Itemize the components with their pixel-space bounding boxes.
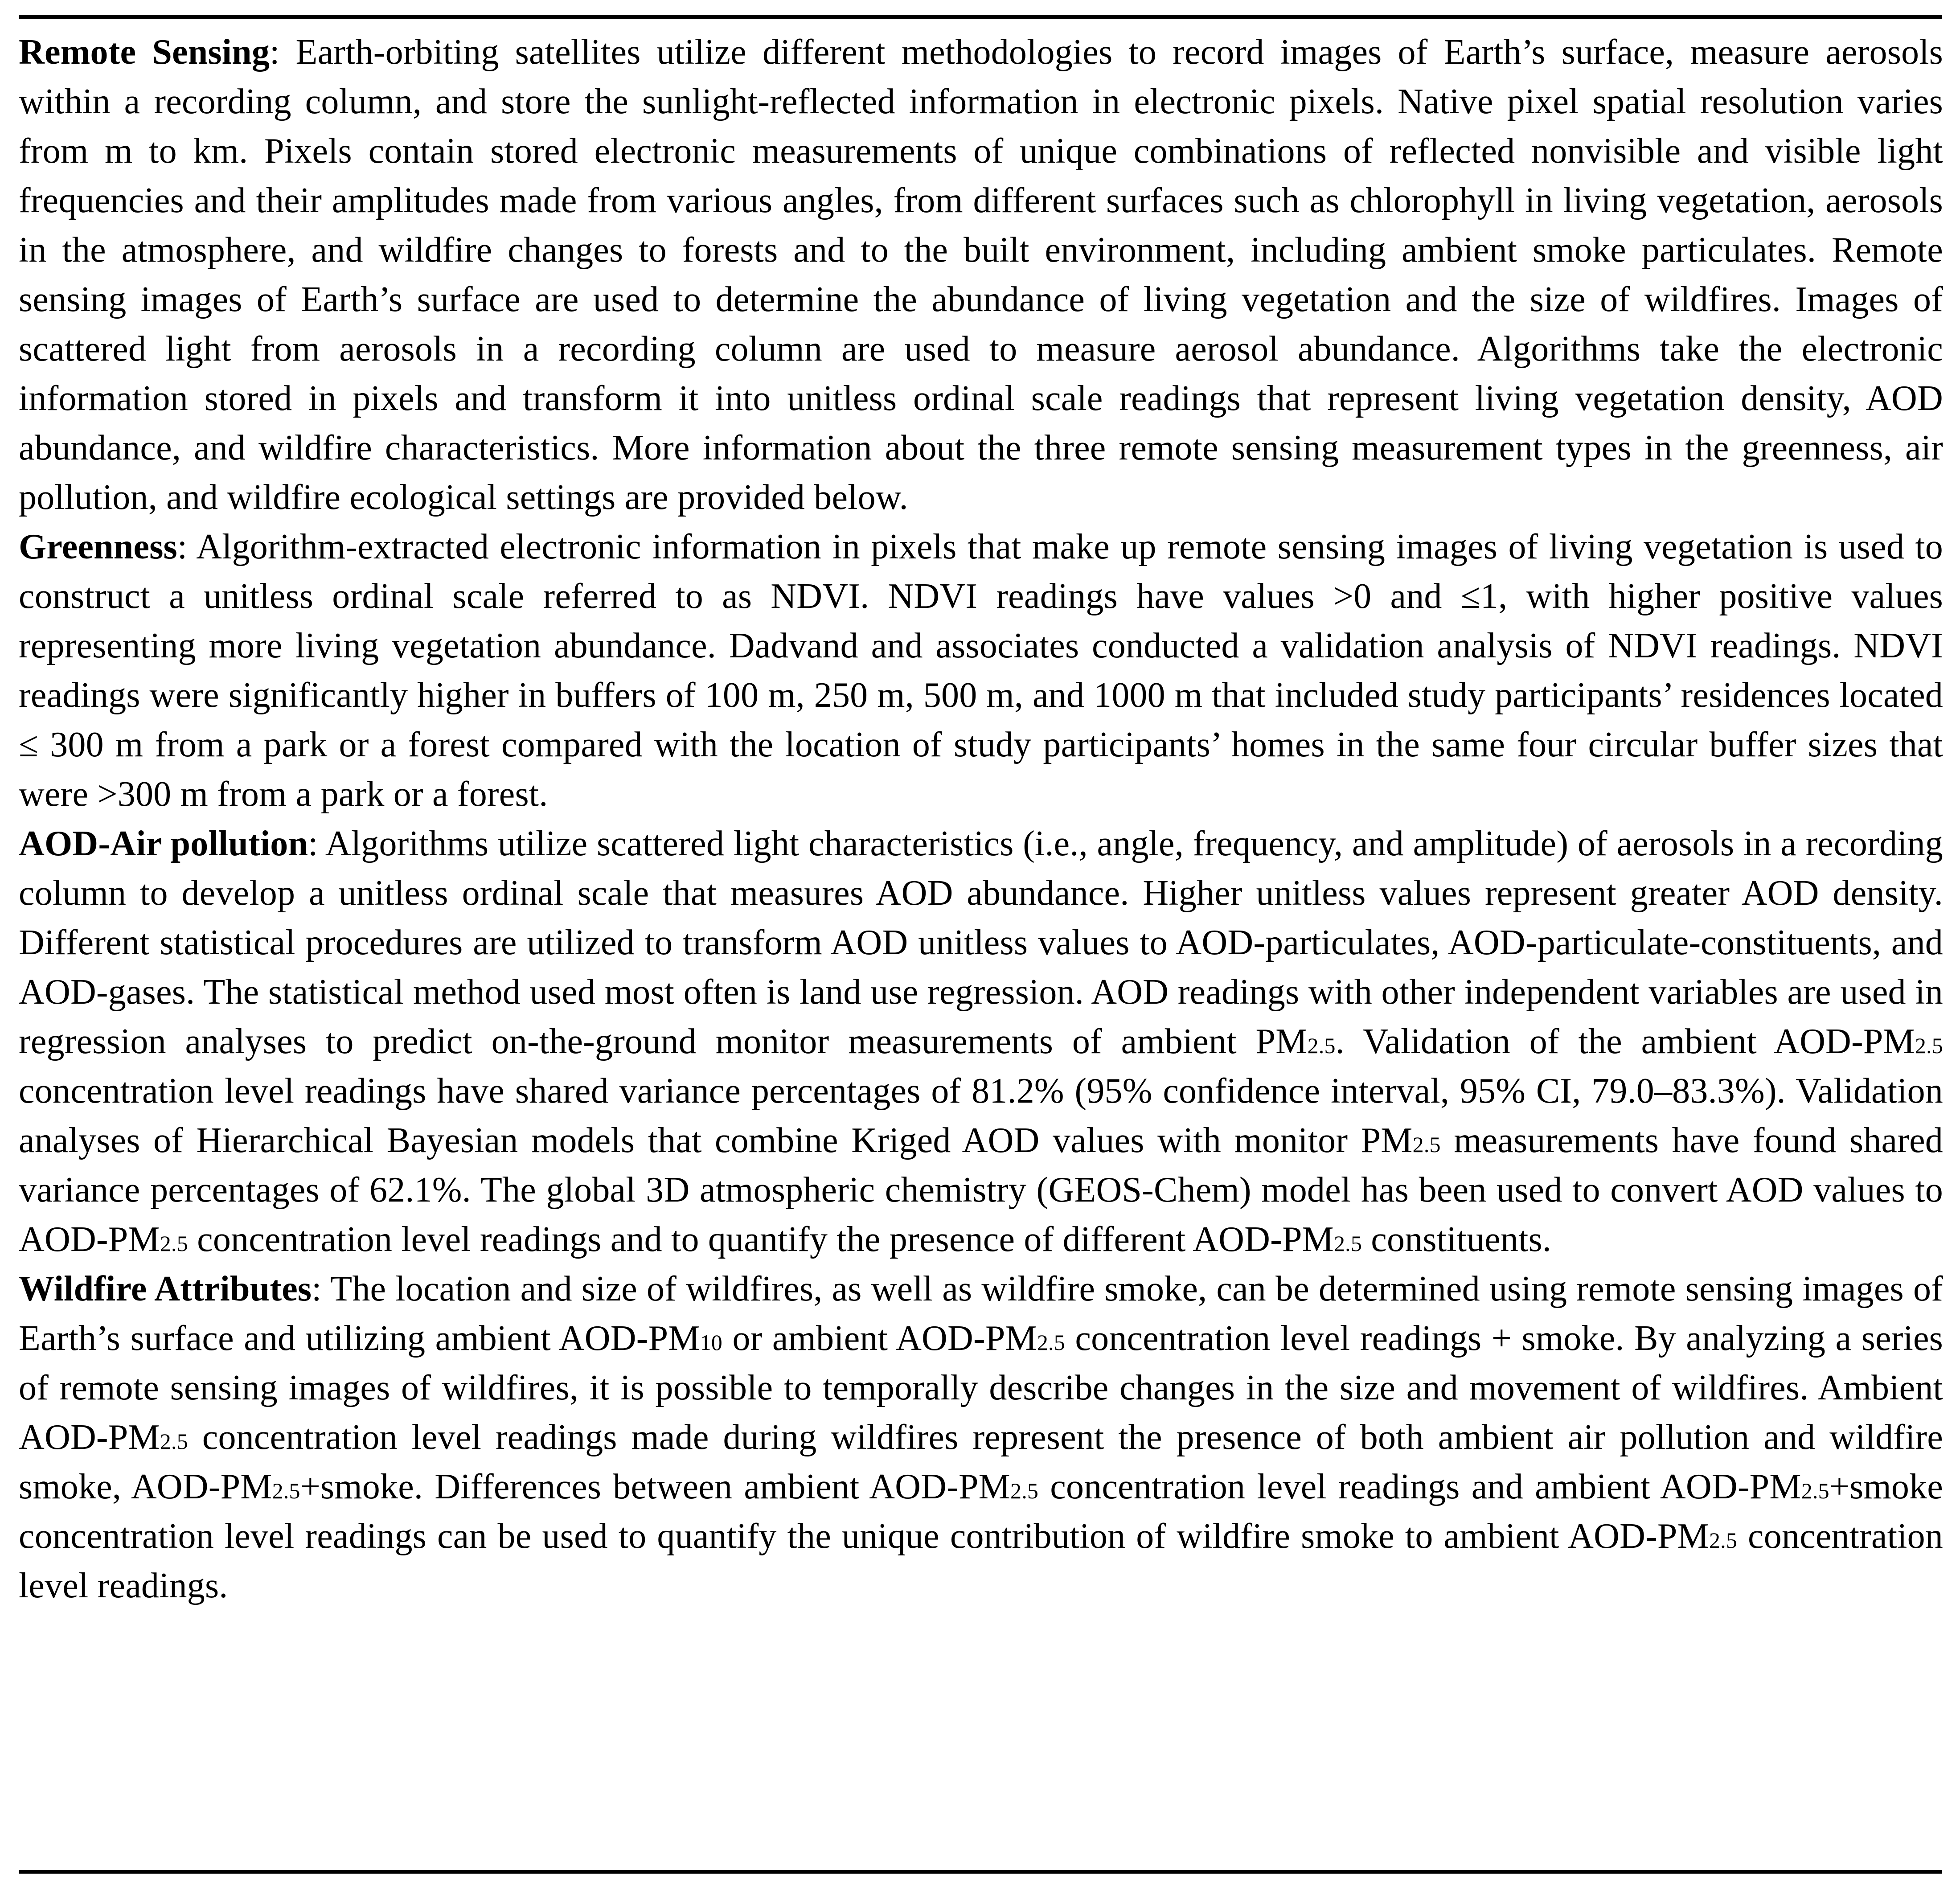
paragraph-wildfire-attributes: [19, 1264, 1943, 1611]
top-rule: [19, 15, 1942, 19]
subscript: 2.5: [1037, 1330, 1065, 1355]
subscript: 2.5: [160, 1429, 188, 1454]
subscript: 2.5: [1709, 1528, 1738, 1553]
text-run: +smoke. Differences between ambient AOD-PM: [300, 1467, 1010, 1506]
paragraph-body: [19, 527, 1943, 814]
text-run: : The location and size of wildfires, as well as wildfire smoke, can be determined using remote sensing images of Earth’s surface and utilizing ambient AOD-PM: [19, 1269, 1943, 1358]
text-run: concentration level readings.: [19, 1517, 1943, 1605]
subscript: 2.5: [1010, 1478, 1039, 1503]
paragraph-body: [19, 824, 1943, 1259]
paragraph-greenness: [19, 522, 1943, 819]
subscript: 2.5: [1412, 1132, 1441, 1157]
heading-aod-air-pollution: AOD-Air pollution: [19, 824, 308, 863]
subscript: 2.5: [1307, 1033, 1336, 1058]
paragraph-aod-air-pollution: [19, 819, 1943, 1264]
box-content: [19, 28, 1943, 1611]
paragraph-remote-sensing: [19, 28, 1943, 522]
text-run: : Algorithms utilize scattered light characteristics (i.e., angle, frequency, and amplitude) of aerosols in a recording column to develop a unitless ordinal scale that measures AOD abundance. Higher unitless values represent greater AOD density. Different statistical procedures are utilized to transform AOD unitless values to AOD-particulates, AOD-particulate-constituents, and AOD-gases. The statistical method used most often is land use regression. AOD readings with other independent variables are used in regression analyses to predict on-the-ground monitor measurements of ambient PM: [19, 824, 1943, 1061]
text-run: measurements have found shared variance percentages of 62.1%. The global 3D atmospheric chemistry (GEOS-Chem) model has been used to convert AOD values to AOD-PM: [19, 1121, 1943, 1259]
bottom-rule: [19, 1870, 1942, 1874]
subscript: 10: [700, 1330, 722, 1355]
heading-greenness: Greenness: [19, 527, 177, 566]
paragraph-body: [19, 33, 1943, 517]
text-run: concentration level readings + smoke. By analyzing a series of remote sensing images of wildfires, it is possible to temporally describe changes in the size and movement of wildfires. Ambient AOD-PM: [19, 1319, 1944, 1457]
text-run: or ambient AOD-PM: [722, 1319, 1037, 1358]
text-run: : Algorithm-extracted electronic information in pixels that make up remote sensing images of living vegetation is used to construct a unitless ordinal scale referred to as NDVI. NDVI readings have values >0 and ≤1, with higher positive values representing more living vegetation abundance. Dadvand and associates conducted a validation analysis of NDVI readings. NDVI readings were significantly higher in buffers of 100 m, 250 m, 500 m, and 1000 m that included study participants’ residences located ≤ 300 m from a park or a forest compared with the location of study participants’ homes in the same four circular buffer sizes that were >300 m from a park or a forest.: [19, 527, 1943, 814]
text-run: constituents.: [1362, 1220, 1552, 1259]
heading-wildfire-attributes: Wildfire Attributes: [19, 1269, 312, 1309]
subscript: 2.5: [272, 1478, 300, 1503]
paragraph-body: [19, 1269, 1943, 1605]
subscript: 2.5: [1915, 1033, 1943, 1058]
text-run: concentration level readings and to quantify the presence of different AOD-PM: [188, 1220, 1334, 1259]
subscript: 2.5: [160, 1231, 188, 1256]
text-run: +smoke concentration level readings can be used to quantify the unique contribution of wildfire smoke to ambient AOD-PM: [19, 1467, 1944, 1556]
heading-remote-sensing: Remote Sensing: [19, 33, 270, 72]
text-run: : Earth-orbiting satellites utilize different methodologies to record images of Earth’s surface, measure aerosols within a recording column, and store the sunlight-reflected information in electronic pixels. Native pixel spatial resolution varies from m to km. Pixels contain stored electronic measurements of unique combinations of reflected nonvisible and visible light frequencies and their amplitudes made from various angles, from different surfaces such as chlorophyll in living vegetation, aerosols in the atmosphere, and wildfire changes to forests and to the built environment, including ambient smoke particulates. Remote sensing images of Earth’s surface are used to determine the abundance of living vegetation and the size of wildfires. Images of scattered light from aerosols in a recording column are used to measure aerosol abundance. Algorithms take the electronic information stored in pixels and transform it into unitless ordinal scale readings that represent living vegetation density, AOD abundance, and wildfire characteristics. More information about the three remote sensing measurement types in the greenness, air pollution, and wildfire ecological settings are provided below.: [19, 33, 1943, 517]
text-run: concentration level readings made during wildfires represent the presence of both ambient air pollution and wildfire smoke, AOD-PM: [19, 1418, 1943, 1506]
text-run: concentration level readings have shared variance percentages of 81.2% (95% confidence interval, 95% CI, 79.0–83.3%). Validation analyses of Hierarchical Bayesian models that combine Kriged AOD values with monitor PM: [19, 1071, 1943, 1160]
text-run: concentration level readings and ambient AOD-PM: [1038, 1467, 1801, 1506]
text-run: . Validation of the ambient AOD-PM: [1335, 1022, 1915, 1061]
subscript: 2.5: [1801, 1478, 1829, 1503]
subscript: 2.5: [1333, 1231, 1362, 1256]
